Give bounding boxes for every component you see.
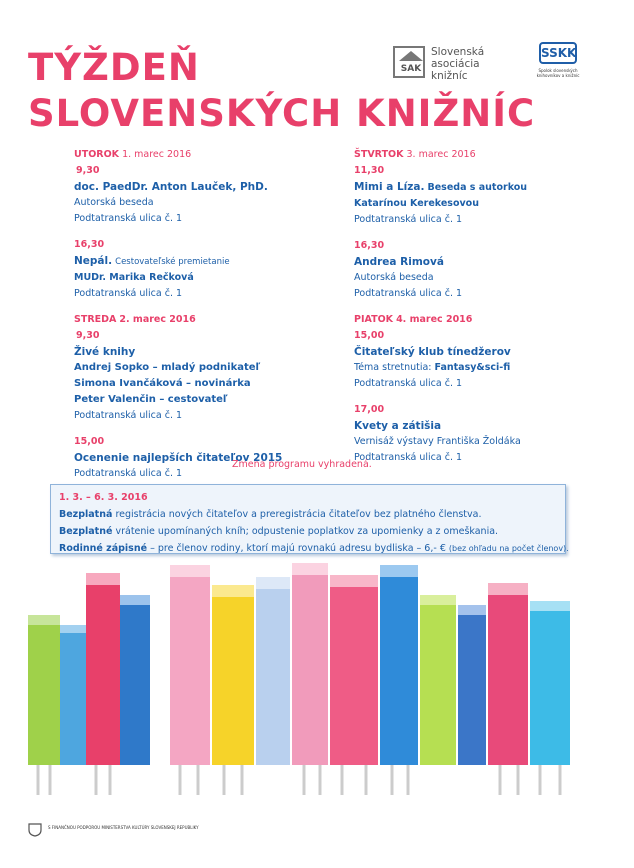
event-place: Podtatranská ulica č. 1 [354,288,463,299]
sak-name-2: asociácia [431,58,480,70]
sskk-name-1: Spolok slovenských [538,68,578,73]
day-date: 1. marec 2016 [122,149,192,160]
info-line3: – pre členov rodiny, ktorí majú rovnakú adresu bydliska – 6,- € [150,543,446,554]
event-type: Autorská beseda [354,272,434,283]
day-label: UTOROK [74,149,120,160]
book-icon [28,563,570,765]
event-place: Podtatranská ulica č. 1 [74,213,183,224]
event-type: Vernisáž výstavy Františka Žoldáka [354,436,521,447]
event-title: doc. PaedDr. Anton Lauček, PhD. [74,181,268,193]
event-place: Podtatranská ulica č. 1 [354,214,463,225]
day-date: 4. marec 2016 [396,314,473,325]
info-line3-note: (bez ohľadu na počet členov). [448,544,569,553]
info-box [50,484,569,554]
info-line2: vrátenie upomínaných kníh; odpustenie poplatkov za upomienky a z omeškania. [115,526,499,537]
books-illustration [20,555,620,813]
info-dates: 1. 3. – 6. 3. 2016 [59,492,148,503]
event-time: 16,30 [74,239,105,250]
event-guest: Peter Valenčin – cestovateľ [74,394,228,405]
library-house-icon [393,46,425,78]
sak-logo [393,46,519,84]
event-time: 9,30 [76,165,100,176]
event-title: Nepál. [74,255,113,267]
sskk-name-2: knihovníkov a knižníc [536,73,580,78]
day-date: 3. marec 2016 [406,149,476,160]
program-left-column [74,147,282,482]
day-date: 2. marec 2016 [119,314,196,325]
info-line1-bold: Bezplatná [59,509,113,520]
info-line3-bold: Rodinné zápisné [59,543,148,554]
sskk-abbrev: SSKK [539,42,577,64]
info-line2-bold: Bezplatné [59,526,113,537]
event-time: 11,30 [354,165,385,176]
event-time: 9,30 [76,330,100,341]
event-topic-label: Téma stretnutia: [354,362,432,373]
event-person: Katarínou Kerekesovou [354,198,479,209]
sak-name-3: knižníc [431,70,468,82]
event-time: 17,00 [354,404,385,415]
day-label: ŠTVRTOK [354,149,404,160]
event-title: Kvety a zátišia [354,420,442,432]
event-place: Podtatranská ulica č. 1 [354,452,463,463]
footer-text: S FINANČNOU PODPOROU MINISTERSTVA KULTÚRY SLOVENSKEJ REPUBLIKY [48,825,199,830]
event-type: Autorská beseda [74,197,154,208]
feet-icon [38,765,560,795]
sak-name-1: Slovenská [431,46,485,58]
info-line1: registrácia nových čitateľov a preregistrácia čitateľov bez platného členstva. [115,509,482,520]
day-label: PIATOK [354,314,394,325]
event-subtitle: Beseda s autorkou [427,182,528,193]
program-right-column [354,147,527,466]
event-guest: Andrej Sopko – mladý podnikateľ [74,362,261,373]
event-title: Živé knihy [74,346,136,358]
event-place: Podtatranská ulica č. 1 [74,410,183,421]
event-guest: Simona Ivančáková – novinárka [74,378,251,389]
poster-title-line1: TÝŽDEŇ [28,46,200,89]
event-time: 16,30 [354,240,385,251]
poster-title-line2: SLOVENSKÝCH KNIŽNÍC [28,92,536,135]
state-emblem-icon [28,823,42,837]
event-topic: Fantasy&sci-fi [434,362,511,373]
event-time: 15,00 [354,330,385,341]
program-change-note: Zmena programu vyhradená. [232,459,372,470]
day-label: STREDA [74,314,117,325]
event-subtitle: Cestovateľské premietanie [115,257,230,267]
event-title: Mimi a Líza. [354,181,425,193]
event-person: MUDr. Marika Rečková [74,272,194,283]
event-place: Podtatranská ulica č. 1 [74,288,183,299]
event-title: Andrea Rimová [354,256,444,268]
event-place: Podtatranská ulica č. 1 [74,468,183,479]
event-time: 15,00 [74,436,105,447]
sskk-logo [535,42,581,86]
event-place: Podtatranská ulica č. 1 [354,378,463,389]
event-title: Čitateľský klub tínedžerov [354,346,511,358]
footer-credit [28,822,228,836]
event-title: Ocenenie najlepších čitateľov 2015 [74,452,283,464]
sak-abbrev: SAK [400,64,422,74]
